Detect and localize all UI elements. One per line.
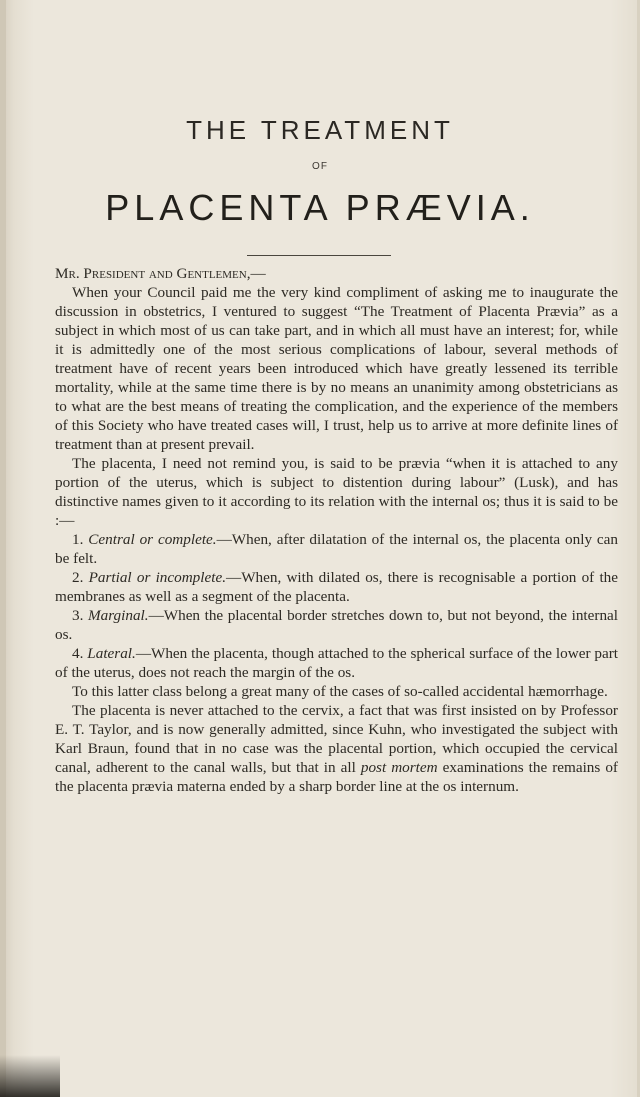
title-line-2: PLACENTA PRÆVIA. xyxy=(105,187,535,228)
paragraph-cervix xyxy=(55,701,618,796)
list-item-marginal xyxy=(55,606,618,644)
list-description: —When the placental border stretches down to, but not beyond, the internal os. xyxy=(55,607,619,643)
list-number: 2. xyxy=(72,569,84,586)
paragraph-intro: When your Council paid me the very kind compliment of asking me to inaugurate the discussion in obstetrics, I ventured to suggest “The Treatment of Placenta Prævia” as a subject in which most of us can take part, and in which all must have an interest; for, while it is admittedly one of the most serious complications of labour, several methods of treatment have of recent years been introduced which have greatly lessened its terrible mortality, while at the same time there is by no means an unanimity among obstetricians as to what are the best means of treating the complication, and the experience of the members of this Society who have treated cases will, I trust, help us to arrive at more definite lines of treatment than at present prevail. xyxy=(55,284,618,453)
list-term: Partial or incomplete. xyxy=(88,569,226,586)
list-term: Lateral. xyxy=(87,645,136,662)
paragraph-cervix-part-1: The placenta is never attached to the cervix, a fact that was first insisted on by Professor E. T. Taylor, and is now generally admitted, since Kuhn, who investigated the subject with Karl Braun, found that in no case was the placental portion, which occupied the cervical canal, adherent to the canal walls, but that in all xyxy=(55,702,618,776)
list-number: 1. xyxy=(72,531,84,548)
salutation: Mr. President and Gentlemen,— xyxy=(55,265,266,282)
list-description: —When the placenta, though attached to the spherical surface of the lower part of the uterus, does not reach the margin of the os. xyxy=(55,645,618,681)
list-term: Central or complete. xyxy=(88,531,217,548)
paragraph-definition: The placenta, I need not remind you, is said to be prævia “when it is attached to any portion of the uterus, which is subject to distention during labour” (Lusk), and has distinctive names given to it according to its relation with the internal os; thus it is said to be :— xyxy=(55,455,618,529)
title-divider xyxy=(247,255,391,256)
list-item-lateral xyxy=(55,644,618,682)
paragraph-cervix-italic: post mortem xyxy=(360,759,438,776)
list-description: —When, with dilated os, there is recognisable a portion of the membranes as well as a segment of the placenta. xyxy=(55,569,619,605)
paragraph-accidental: To this latter class belong a great many of the cases of so-called accidental hæmorrhage. xyxy=(72,683,608,700)
list-item-central xyxy=(55,530,618,568)
page-corner-shadow xyxy=(0,1055,60,1097)
list-item-partial xyxy=(55,568,618,606)
article-body xyxy=(55,264,618,796)
list-number: 4. xyxy=(72,645,84,662)
list-term: Marginal. xyxy=(87,607,149,624)
title-connector: OF xyxy=(312,161,328,172)
title-line-1: THE TREATMENT xyxy=(186,115,454,145)
list-description: —When, after dilatation of the internal os, the placenta only can be felt. xyxy=(55,531,619,567)
list-number: 3. xyxy=(72,607,84,624)
paragraph-cervix-part-2: examinations the remains of the placenta prævia materna ended by a sharp border line at the os internum. xyxy=(55,759,618,795)
